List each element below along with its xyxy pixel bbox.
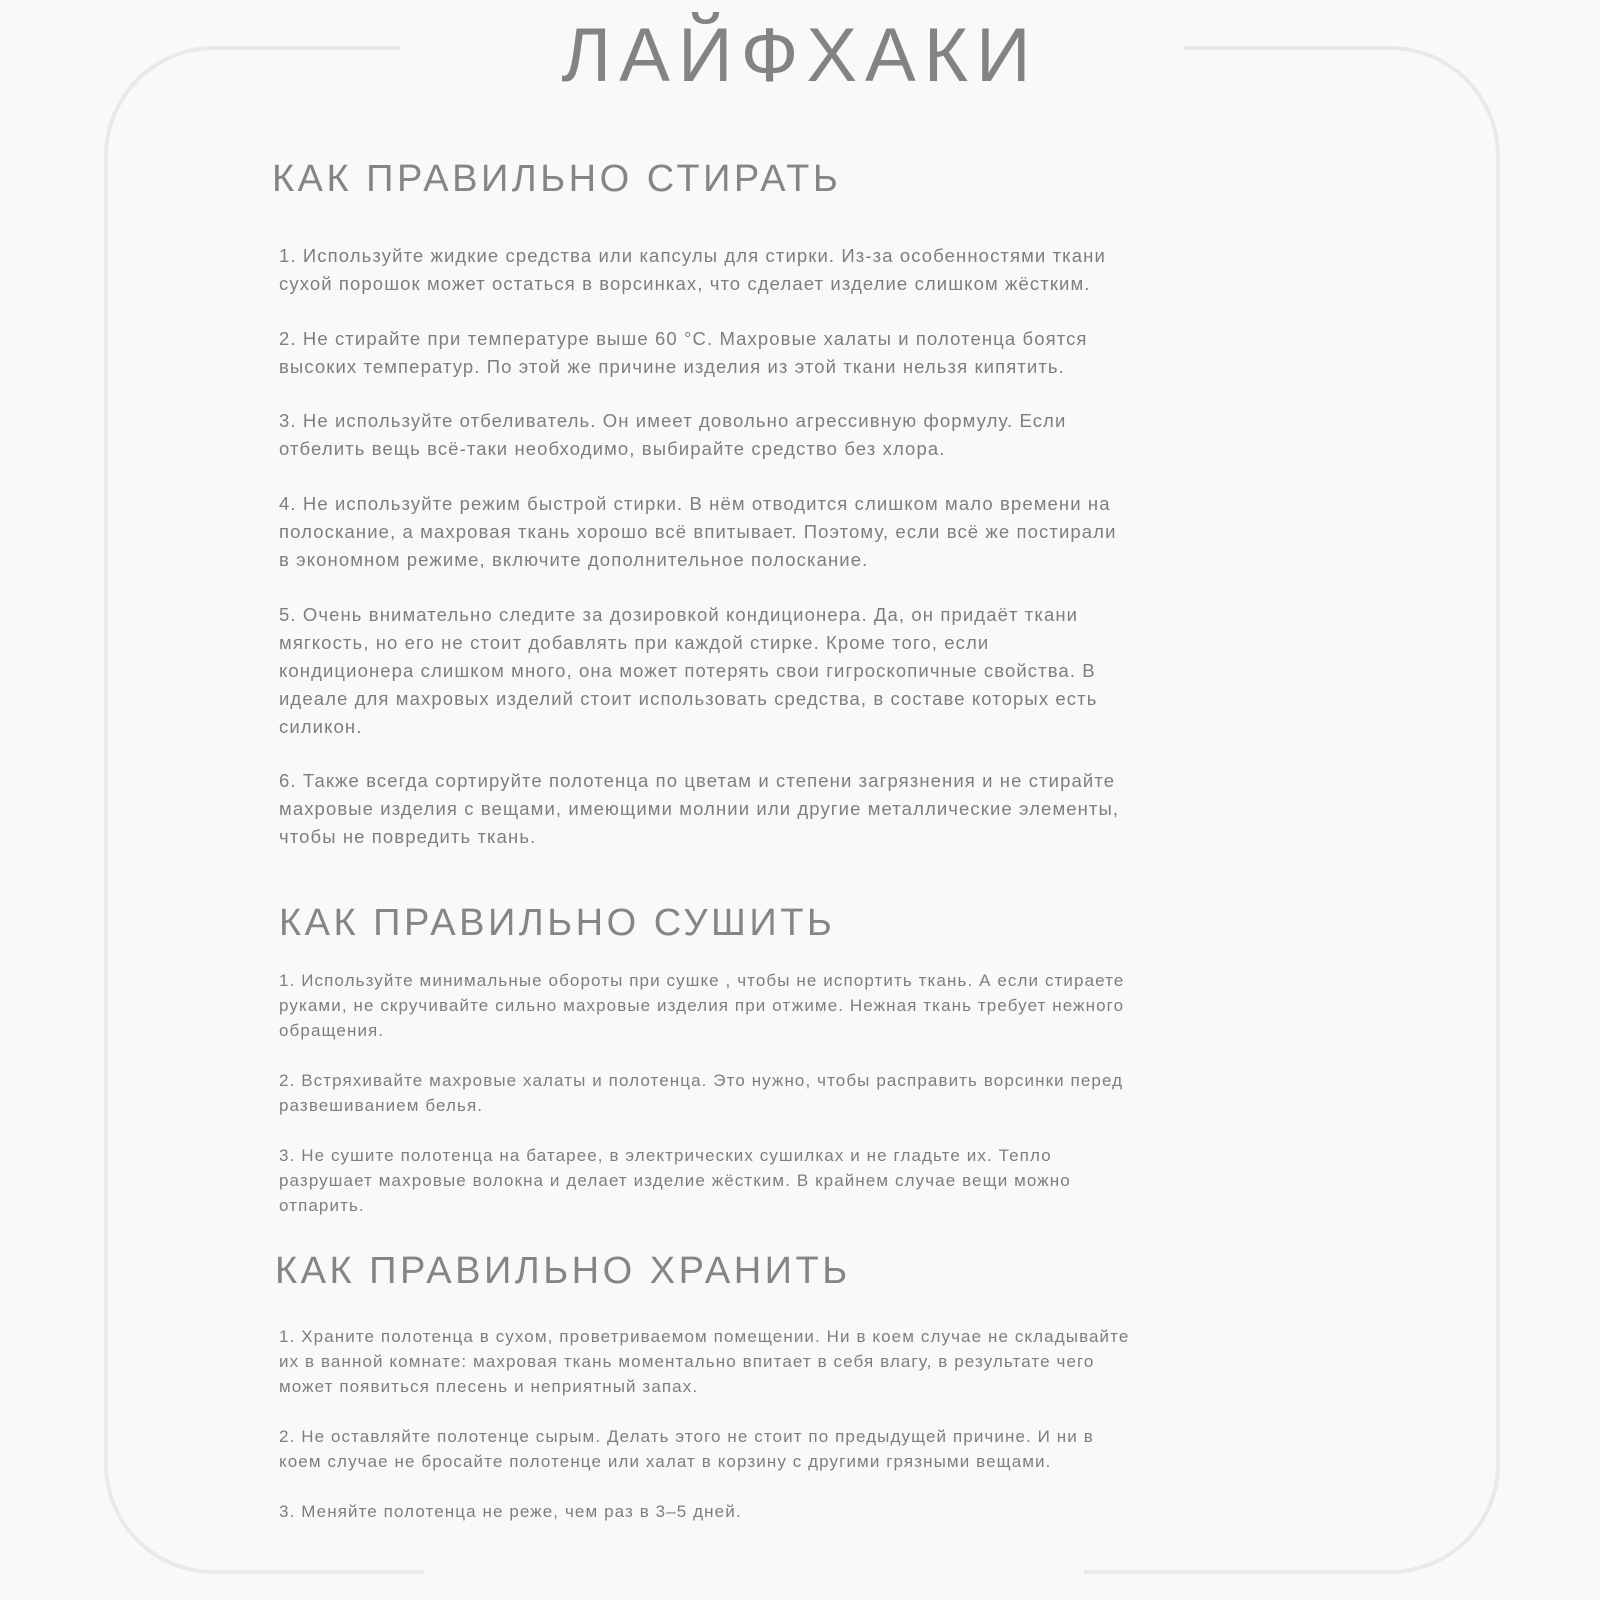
section-heading-drying: КАК ПРАВИЛЬНО СУШИТЬ [279,902,836,944]
section-heading-washing: КАК ПРАВИЛЬНО СТИРАТЬ [272,158,842,200]
drying-tip-1: 1. Используйте минимальные обороты при сушке , чтобы не испортить ткань. А если стираете руками, не скручивайте сильно махровые изделия при отжиме. Нежная ткань требует нежного обращения. [279,971,1125,1040]
storing-tip-1: 1. Храните полотенца в сухом, проветриваемом помещении. Ни в коем случае не складывайте их в ванной комнате: махровая ткань моментально впитает в себя влагу, в результате чего может появиться плесень и неприятный запах. [279,1327,1130,1396]
washing-tip-4: 4. Не используйте режим быстрой стирки. В нём отводится слишком мало времени на полоскание, а махровая ткань хорошо всё впитывает. Поэтому, если всё же постирали в экономном режиме, включите дополнительное полоскание. [279,493,1117,570]
storing-tip-2: 2. Не оставляйте полотенце сырым. Делать этого не стоит по предыдущей причине. И ни в коем случае не бросайте полотенце или халат в корзину с другими грязными вещами. [279,1427,1094,1471]
washing-tip-5: 5. Очень внимательно следите за дозировкой кондиционера. Да, он придаёт ткани мягкость, но его не стоит добавлять при каждой стирке. Кроме того, если кондиционера слишком много, она может потерять свои гигроскопичные свойства. В идеале для махровых изделий стоит использовать средства, в составе которых есть силикон. [279,604,1098,737]
washing-tip-6: 6. Также всегда сортируйте полотенца по цветам и степени загрязнения и не стирайте махровые изделия с вещами, имеющими молнии или другие металлические элементы, чтобы не повредить ткань. [279,770,1120,847]
washing-tip-1: 1. Используйте жидкие средства или капсулы для стирки. Из-за особенностями ткани сухой порошок может остаться в ворсинках, что сделает изделие слишком жёстким. [279,245,1106,294]
washing-tip-3: 3. Не используйте отбеливатель. Он имеет довольно агрессивную формулу. Если отбелить вещь всё-таки необходимо, выбирайте средство без хлора. [279,410,1067,459]
storing-tip-3: 3. Меняйте полотенца не реже, чем раз в 3–5 дней. [279,1502,742,1521]
washing-tip-2: 2. Не стирайте при температуре выше 60 °С. Махровые халаты и полотенца боятся высоких температур. По этой же причине изделия из этой ткани нельзя кипятить. [279,328,1088,377]
drying-tip-2: 2. Встряхивайте махровые халаты и полотенца. Это нужно, чтобы расправить ворсинки перед развешиванием белья. [279,1071,1124,1115]
drying-tip-3: 3. Не сушите полотенца на батарее, в электрических сушилках и не гладьте их. Тепло разрушает махровые волокна и делает изделие жёстким. В крайнем случае вещи можно отпарить. [279,1146,1071,1215]
frame-bottom-gap [424,1560,1084,1580]
section-heading-storing: КАК ПРАВИЛЬНО ХРАНИТЬ [275,1250,851,1292]
page-title: ЛАЙФХАКИ [561,13,1039,98]
